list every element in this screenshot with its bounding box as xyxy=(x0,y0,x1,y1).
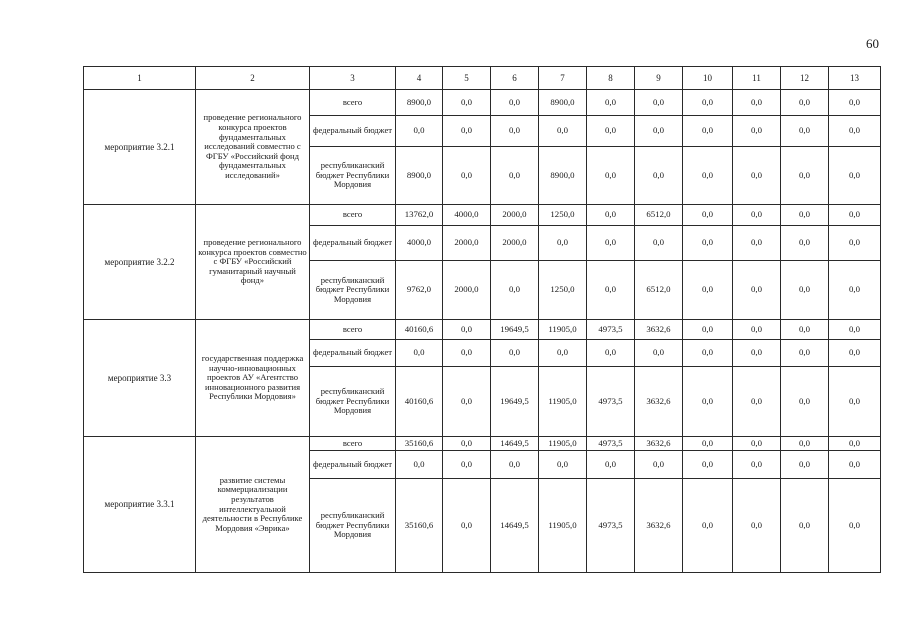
value-cell: 4973,5 xyxy=(587,367,635,437)
value-cell: 11905,0 xyxy=(539,437,587,451)
value-cell: 0,0 xyxy=(781,437,829,451)
value-cell: 0,0 xyxy=(733,451,781,479)
funding-source: федеральный бюджет xyxy=(310,340,396,367)
value-cell: 8900,0 xyxy=(396,90,443,116)
value-cell: 0,0 xyxy=(443,340,491,367)
column-header: 12 xyxy=(781,67,829,90)
value-cell: 2000,0 xyxy=(443,261,491,320)
value-cell: 0,0 xyxy=(491,90,539,116)
value-cell: 1250,0 xyxy=(539,261,587,320)
value-cell: 0,0 xyxy=(829,479,881,573)
value-cell: 0,0 xyxy=(781,451,829,479)
value-cell: 0,0 xyxy=(443,147,491,205)
column-header: 13 xyxy=(829,67,881,90)
value-cell: 11905,0 xyxy=(539,479,587,573)
column-header: 10 xyxy=(683,67,733,90)
value-cell: 0,0 xyxy=(733,479,781,573)
value-cell: 0,0 xyxy=(683,320,733,340)
value-cell: 13762,0 xyxy=(396,205,443,226)
table-row xyxy=(84,90,881,116)
value-cell: 0,0 xyxy=(829,320,881,340)
value-cell: 0,0 xyxy=(491,147,539,205)
value-cell: 0,0 xyxy=(443,451,491,479)
event-name: мероприятие 3.2.2 xyxy=(84,205,196,320)
value-cell: 4973,5 xyxy=(587,320,635,340)
value-cell: 0,0 xyxy=(733,340,781,367)
value-cell: 0,0 xyxy=(635,147,683,205)
value-cell: 3632,6 xyxy=(635,479,683,573)
value-cell: 0,0 xyxy=(829,261,881,320)
value-cell: 0,0 xyxy=(683,340,733,367)
value-cell: 35160,6 xyxy=(396,479,443,573)
value-cell: 2000,0 xyxy=(491,205,539,226)
funding-source: всего xyxy=(310,320,396,340)
value-cell: 0,0 xyxy=(635,226,683,261)
value-cell: 0,0 xyxy=(683,367,733,437)
value-cell: 0,0 xyxy=(587,147,635,205)
value-cell: 14649,5 xyxy=(491,437,539,451)
value-cell: 0,0 xyxy=(491,261,539,320)
value-cell: 0,0 xyxy=(781,116,829,147)
value-cell: 0,0 xyxy=(829,340,881,367)
value-cell: 0,0 xyxy=(635,116,683,147)
value-cell: 0,0 xyxy=(396,451,443,479)
value-cell: 0,0 xyxy=(587,340,635,367)
value-cell: 4000,0 xyxy=(443,205,491,226)
funding-source: республиканский бюджет Республики Мордовия xyxy=(310,479,396,573)
value-cell: 0,0 xyxy=(443,479,491,573)
value-cell: 0,0 xyxy=(733,226,781,261)
funding-source: всего xyxy=(310,205,396,226)
value-cell: 0,0 xyxy=(781,367,829,437)
value-cell: 0,0 xyxy=(539,340,587,367)
value-cell: 0,0 xyxy=(587,451,635,479)
value-cell: 9762,0 xyxy=(396,261,443,320)
budget-table xyxy=(83,66,881,573)
value-cell: 0,0 xyxy=(829,116,881,147)
value-cell: 0,0 xyxy=(396,340,443,367)
value-cell: 0,0 xyxy=(539,451,587,479)
column-header: 1 xyxy=(84,67,196,90)
value-cell: 0,0 xyxy=(683,451,733,479)
value-cell: 0,0 xyxy=(635,451,683,479)
value-cell: 11905,0 xyxy=(539,367,587,437)
value-cell: 0,0 xyxy=(781,226,829,261)
value-cell: 0,0 xyxy=(683,437,733,451)
column-header: 4 xyxy=(396,67,443,90)
column-header: 5 xyxy=(443,67,491,90)
event-description: развитие системы коммерциализации результатов интеллектуальной деятельности в Республике Мордовия «Эврика» xyxy=(196,437,310,573)
value-cell: 0,0 xyxy=(829,90,881,116)
value-cell: 0,0 xyxy=(683,147,733,205)
value-cell: 0,0 xyxy=(781,147,829,205)
value-cell: 0,0 xyxy=(683,479,733,573)
funding-source: республиканский бюджет Республики Мордовия xyxy=(310,367,396,437)
value-cell: 0,0 xyxy=(443,320,491,340)
funding-source: всего xyxy=(310,90,396,116)
value-cell: 14649,5 xyxy=(491,479,539,573)
value-cell: 0,0 xyxy=(733,147,781,205)
value-cell: 0,0 xyxy=(733,90,781,116)
value-cell: 0,0 xyxy=(829,226,881,261)
value-cell: 0,0 xyxy=(781,261,829,320)
value-cell: 3632,6 xyxy=(635,320,683,340)
event-name: мероприятие 3.3 xyxy=(84,320,196,437)
value-cell: 0,0 xyxy=(396,116,443,147)
funding-source: федеральный бюджет xyxy=(310,451,396,479)
value-cell: 0,0 xyxy=(733,320,781,340)
funding-source: всего xyxy=(310,437,396,451)
event-description: проведение регионального конкурса проектов фундаментальных исследований совместно с ФГБУ «Российский фонд фундаментальных исследований» xyxy=(196,90,310,205)
value-cell: 0,0 xyxy=(733,367,781,437)
value-cell: 6512,0 xyxy=(635,261,683,320)
value-cell: 0,0 xyxy=(683,90,733,116)
value-cell: 40160,6 xyxy=(396,367,443,437)
value-cell: 0,0 xyxy=(539,116,587,147)
value-cell: 1250,0 xyxy=(539,205,587,226)
value-cell: 11905,0 xyxy=(539,320,587,340)
value-cell: 0,0 xyxy=(781,205,829,226)
value-cell: 0,0 xyxy=(635,340,683,367)
value-cell: 0,0 xyxy=(587,116,635,147)
table-body xyxy=(84,90,881,573)
value-cell: 0,0 xyxy=(829,147,881,205)
value-cell: 0,0 xyxy=(443,116,491,147)
value-cell: 0,0 xyxy=(443,437,491,451)
value-cell: 6512,0 xyxy=(635,205,683,226)
value-cell: 0,0 xyxy=(733,437,781,451)
column-header: 3 xyxy=(310,67,396,90)
value-cell: 8900,0 xyxy=(396,147,443,205)
value-cell: 0,0 xyxy=(733,261,781,320)
column-header: 9 xyxy=(635,67,683,90)
table-row xyxy=(84,437,881,451)
value-cell: 35160,6 xyxy=(396,437,443,451)
event-name: мероприятие 3.3.1 xyxy=(84,437,196,573)
value-cell: 19649,5 xyxy=(491,320,539,340)
value-cell: 0,0 xyxy=(781,320,829,340)
value-cell: 3632,6 xyxy=(635,367,683,437)
value-cell: 0,0 xyxy=(781,340,829,367)
value-cell: 0,0 xyxy=(829,451,881,479)
value-cell: 0,0 xyxy=(587,226,635,261)
event-name: мероприятие 3.2.1 xyxy=(84,90,196,205)
value-cell: 4973,5 xyxy=(587,479,635,573)
value-cell: 0,0 xyxy=(587,261,635,320)
value-cell: 4973,5 xyxy=(587,437,635,451)
column-header: 2 xyxy=(196,67,310,90)
value-cell: 3632,6 xyxy=(635,437,683,451)
table-row xyxy=(84,320,881,340)
value-cell: 0,0 xyxy=(683,261,733,320)
column-header: 11 xyxy=(733,67,781,90)
table-row xyxy=(84,205,881,226)
value-cell: 0,0 xyxy=(587,90,635,116)
value-cell: 0,0 xyxy=(491,340,539,367)
value-cell: 0,0 xyxy=(829,205,881,226)
funding-source: федеральный бюджет xyxy=(310,226,396,261)
event-description: государственная поддержка научно-инновационных проектов АУ «Агентство инновационного развития Республики Мордовия» xyxy=(196,320,310,437)
value-cell: 8900,0 xyxy=(539,90,587,116)
value-cell: 0,0 xyxy=(781,90,829,116)
value-cell: 0,0 xyxy=(539,226,587,261)
value-cell: 0,0 xyxy=(683,226,733,261)
column-header: 6 xyxy=(491,67,539,90)
value-cell: 0,0 xyxy=(635,90,683,116)
funding-source: республиканский бюджет Республики Мордовия xyxy=(310,261,396,320)
value-cell: 0,0 xyxy=(443,90,491,116)
value-cell: 40160,6 xyxy=(396,320,443,340)
value-cell: 8900,0 xyxy=(539,147,587,205)
value-cell: 0,0 xyxy=(781,479,829,573)
value-cell: 2000,0 xyxy=(443,226,491,261)
value-cell: 0,0 xyxy=(683,116,733,147)
value-cell: 0,0 xyxy=(587,205,635,226)
value-cell: 0,0 xyxy=(829,367,881,437)
event-description: проведение регионального конкурса проектов совместно с ФГБУ «Российский гуманитарный научный фонд» xyxy=(196,205,310,320)
value-cell: 0,0 xyxy=(491,116,539,147)
value-cell: 0,0 xyxy=(733,116,781,147)
page-number: 60 xyxy=(866,36,879,51)
value-cell: 2000,0 xyxy=(491,226,539,261)
value-cell: 0,0 xyxy=(733,205,781,226)
value-cell: 19649,5 xyxy=(491,367,539,437)
column-header: 7 xyxy=(539,67,587,90)
value-cell: 0,0 xyxy=(683,205,733,226)
column-header: 8 xyxy=(587,67,635,90)
funding-source: республиканский бюджет Республики Мордовия xyxy=(310,147,396,205)
value-cell: 0,0 xyxy=(829,437,881,451)
header-row xyxy=(84,67,881,90)
value-cell: 4000,0 xyxy=(396,226,443,261)
funding-source: федеральный бюджет xyxy=(310,116,396,147)
value-cell: 0,0 xyxy=(443,367,491,437)
value-cell: 0,0 xyxy=(491,451,539,479)
